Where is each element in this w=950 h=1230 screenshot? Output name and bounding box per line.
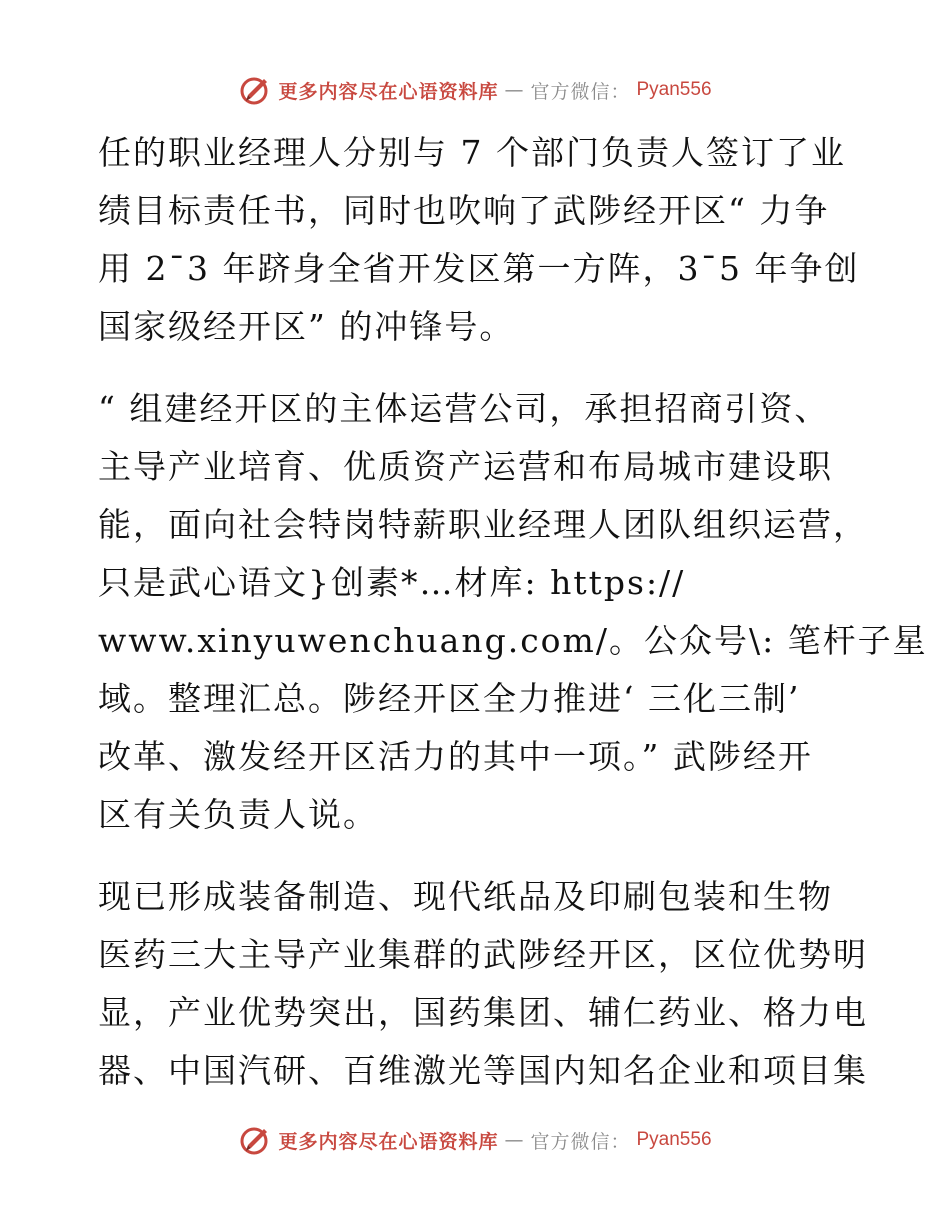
text-line: 现已形成装备制造、现代纸品及印刷包装和生物 <box>98 877 833 916</box>
text-line: 国家级经开区” 的冲锋号。 <box>98 307 515 346</box>
pen-circle-logo-icon <box>238 73 272 107</box>
text-line: 区有关负责人说。 <box>98 795 378 834</box>
header-wechat-id: Pyan556 <box>636 79 712 100</box>
footer-dash: — <box>504 1129 525 1151</box>
text-line: 医药三大主导产业集群的武陟经开区，区位优势明 <box>98 935 868 974</box>
text-line: 域。整理汇总。陟经开区全力推进‘ 三化三制’ <box>98 679 801 718</box>
text-line: 器、中国汽研、百维激光等国内知名企业和项目集 <box>98 1051 868 1090</box>
text-line: “ 组建经开区的主体运营公司，承担招商引资、 <box>98 389 830 428</box>
text-line: 任的职业经理人分别与 7 个部门负责人签订了业 <box>98 133 846 172</box>
text-line: www.xinyuwenchuang.com/。公众号\: 笔杆子星 <box>98 621 928 660</box>
paragraph-spacer <box>98 844 858 868</box>
text-line: 只是武心语文}创素*…材库: https:// <box>98 563 686 602</box>
footer-banner <box>0 1120 950 1160</box>
text-line: 改革、激发经开区活力的其中一项。” 武陟经开 <box>98 737 813 776</box>
document-body <box>98 124 928 1100</box>
header-dash: — <box>504 79 525 101</box>
text-line: 绩目标责任书，同时也吹响了武陟经开区“ 力争 <box>98 191 830 230</box>
text-line: 显，产业优势突出，国药集团、辅仁药业、格力电 <box>98 993 868 1032</box>
paragraph-1 <box>98 124 858 356</box>
text-line: 用 2¯3 年跻身全省开发区第一方阵，3¯5 年争创 <box>98 249 860 288</box>
text-line: 能，面向社会特岗特薪职业经理人团队组织运营， <box>98 505 868 544</box>
text-line: 主导产业培育、优质资产运营和布局城市建设职 <box>98 447 833 486</box>
pen-circle-logo-icon <box>238 1123 272 1157</box>
paragraph-spacer <box>98 356 858 380</box>
header-brand-text: 更多内容尽在心语资料库 <box>278 80 499 103</box>
paragraph-3 <box>98 868 868 1100</box>
paragraph-2 <box>98 380 928 844</box>
header-official-text: 官方微信： <box>530 80 631 103</box>
footer-wechat-id: Pyan556 <box>636 1129 712 1150</box>
header-banner <box>0 70 950 110</box>
footer-official-text: 官方微信： <box>530 1130 631 1153</box>
footer-brand-text: 更多内容尽在心语资料库 <box>278 1130 499 1153</box>
